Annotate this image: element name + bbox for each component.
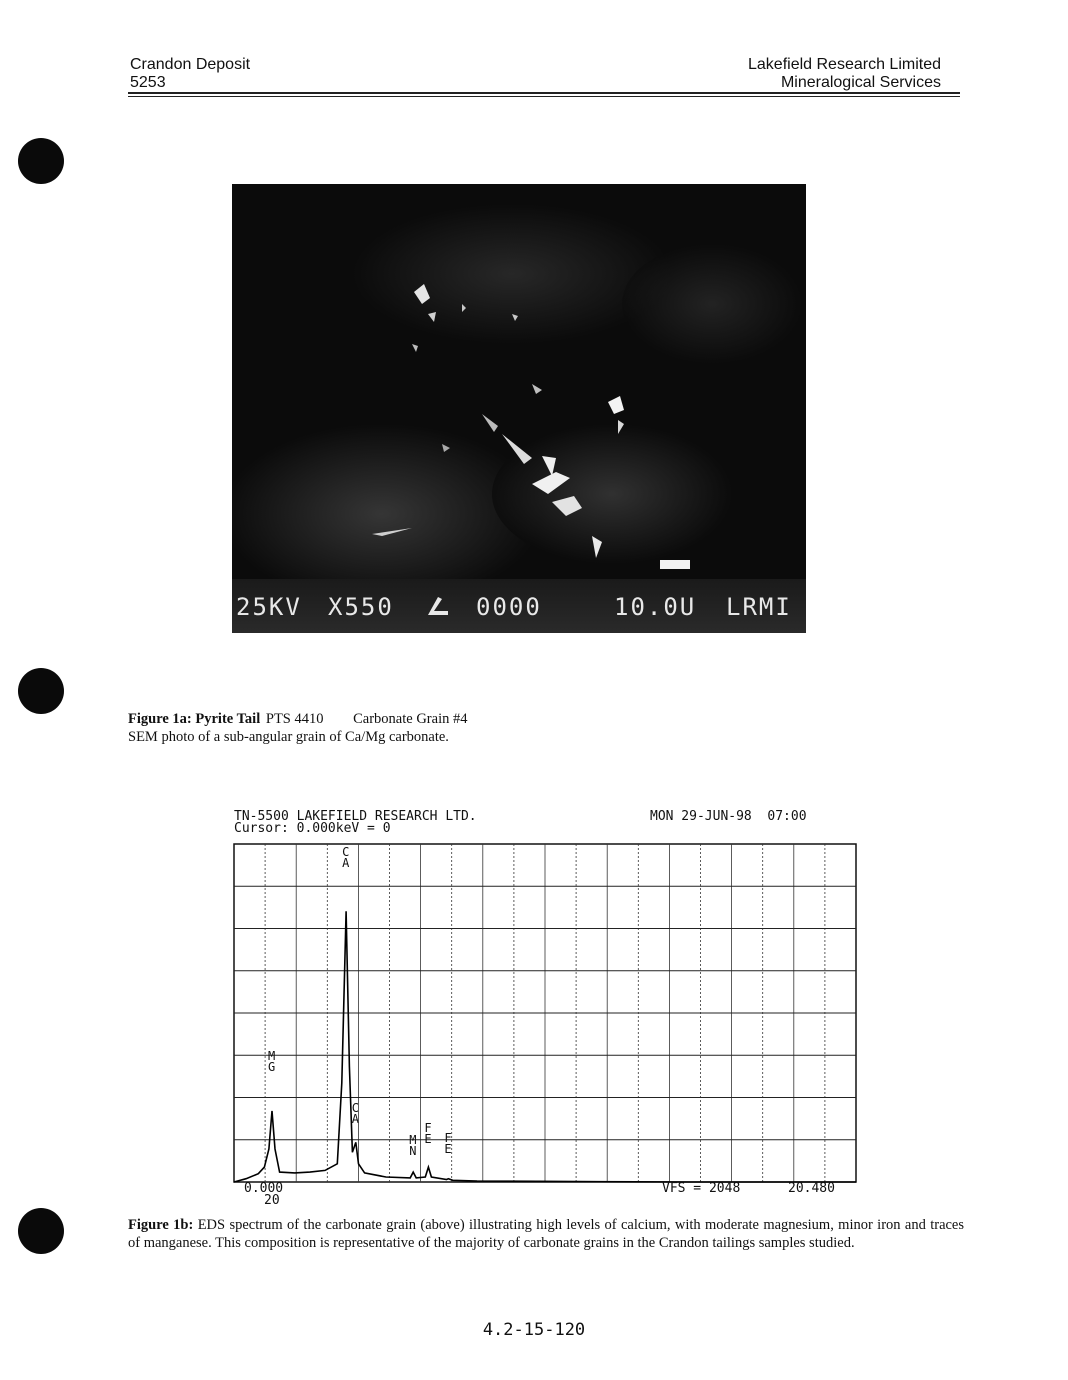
element-label: F E <box>424 1121 432 1146</box>
figure-1a-grain: Carbonate Grain #4 <box>353 711 468 727</box>
eds-footer-vfs: VFS = 2048 <box>662 1181 741 1196</box>
element-label: M N <box>409 1133 417 1158</box>
figure-1a-caption <box>128 710 948 746</box>
element-label: M G <box>267 1049 276 1074</box>
sem-photo <box>232 184 806 633</box>
punch-hole-top <box>18 138 64 184</box>
sem-magnification: X550 <box>328 593 394 621</box>
eds-header-title: TN-5500 LAKEFIELD RESEARCH LTD. <box>234 809 477 824</box>
element-label: F E <box>444 1131 452 1156</box>
sem-scale-label: 10.0U <box>614 593 697 621</box>
header-rule-thick <box>128 92 960 94</box>
sem-texture <box>232 184 806 633</box>
eds-footer-start-sub: 20 <box>264 1193 280 1208</box>
eds-footer-start: 0.000 <box>244 1181 284 1196</box>
sem-voltage: 25KV <box>236 593 302 621</box>
punch-hole-middle <box>18 668 64 714</box>
sem-lab-code: LRMI <box>726 593 792 621</box>
header-left-title: Crandon Deposit <box>130 56 251 73</box>
header-rule-thin <box>128 96 960 97</box>
figure-1a-pts: PTS 4410 <box>265 711 324 727</box>
figure-1b-text: EDS spectrum of the carbonate grain (above) illustrating high levels of calcium, with moderate magnesium, minor iron and traces of manganese. This composition is representative of the majority of carbonate grains in the Crandon tailings samples studied. <box>128 1217 965 1251</box>
sem-cursor-mark <box>424 595 450 617</box>
figure-1a-caption-line2: SEM photo of a sub-angular grain of Ca/Mg carbonate. <box>128 729 449 745</box>
eds-header-date: MON 29-JUN-98 07:00 <box>650 809 807 824</box>
eds-header-cursor: Cursor: 0.000keV = 0 <box>234 821 391 836</box>
page-number: 4.2-15-120 <box>482 1320 586 1340</box>
eds-spectrum-chart <box>232 842 858 1184</box>
figure-1b-caption <box>128 1216 964 1252</box>
sem-scale-bar <box>660 560 690 569</box>
header-right-sub: Mineralogical Services <box>780 74 941 91</box>
sem-frame-number: 0000 <box>476 593 542 621</box>
element-label: C A <box>351 1101 360 1126</box>
eds-footer-end: 20.480 <box>788 1181 835 1196</box>
figure-1a-sample: Pyrite Tail <box>195 711 261 727</box>
header-left-code: 5253 <box>130 74 166 91</box>
punch-hole-bottom <box>18 1208 64 1254</box>
figure-1a-label: Figure 1a: <box>128 711 192 727</box>
header-right-title: Lakefield Research Limited <box>748 56 941 73</box>
element-label: C A <box>342 845 350 870</box>
figure-1b-label: Figure 1b: <box>128 1217 194 1233</box>
figure-1a-caption-line1 <box>128 710 948 728</box>
